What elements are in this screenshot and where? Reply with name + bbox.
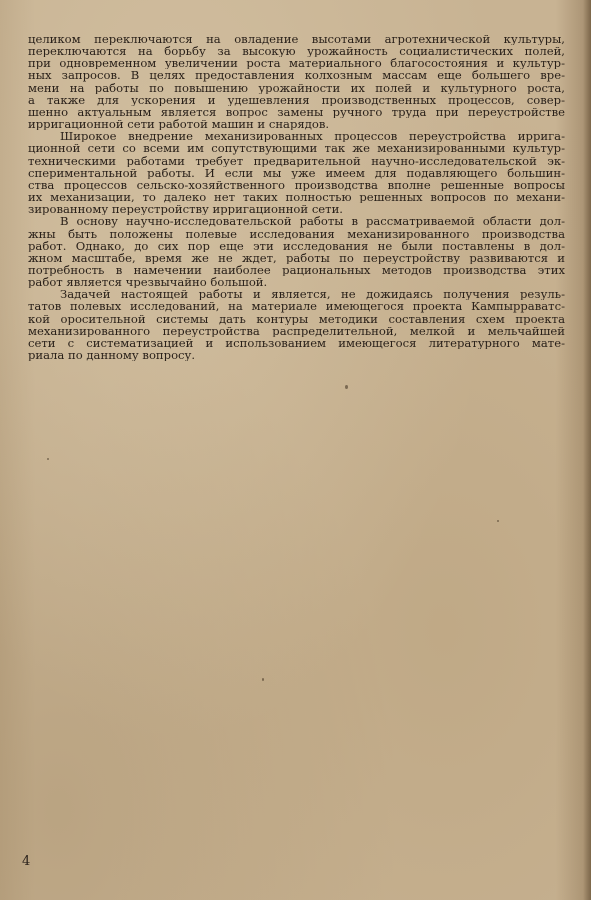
paper-speck bbox=[262, 678, 264, 681]
text-line: работ. Однако, до сих пор еще эти исследования не были поставлены в дол- bbox=[28, 239, 565, 252]
text-line: В основу научно-исследовательской работы в рассматриваемой области дол- bbox=[60, 215, 565, 228]
text-line: Широкое внедрение механизированных процессов переустройства ирригa- bbox=[60, 130, 565, 143]
text-line: жном масштабе, время же не ждет, работы по переустройству развиваются и bbox=[28, 251, 565, 264]
text-line: зированному переустройству ирригационной сети. bbox=[28, 203, 343, 216]
text-line: шенно актуальным является вопрос замены ручного труда при переустройстве bbox=[28, 105, 565, 119]
text-line: ирригационной сети работой машин и снарядов. bbox=[28, 118, 330, 131]
text-line: механизированного переустройства распределительной, мелкой и мельчайшей bbox=[28, 324, 565, 337]
text-line: Задачей настоящей работы и является, не дожидаясь получения резуль- bbox=[60, 288, 565, 301]
text-line: татов полевых исследований, на материале имеющегося проекта Кампырраватс- bbox=[28, 300, 565, 313]
text-line: работ является чрезвычайно большой. bbox=[28, 276, 268, 289]
text-line: техническими работами требует предварительной научно-исследовательской эк- bbox=[28, 154, 565, 167]
page-number: 4 bbox=[22, 854, 31, 869]
text-line: их механизации, то далеко нет таких полностью решенных вопросов по механи- bbox=[28, 191, 565, 204]
text-line: ционной сети со всеми им сопутствующими так же механизированными культур- bbox=[28, 142, 565, 155]
text-line: сети с систематизацией и использованием имеющегося литературного мате- bbox=[28, 336, 565, 350]
text-line: ства процессов сельско-хозяйственного производства вполне решенные вопросы bbox=[28, 178, 565, 192]
text-line: жны быть положены полевые исследования механизированного производства bbox=[28, 227, 565, 240]
text-line: а также для ускорения и удешевления производственных процессов, совер- bbox=[28, 93, 565, 106]
paper-speck bbox=[345, 385, 348, 389]
paragraph-4 bbox=[28, 288, 565, 361]
paper-speck bbox=[47, 458, 49, 460]
text-line: риала по данному вопросу. bbox=[28, 349, 196, 362]
text-line: при одновременном увеличении роста материального благосостояния и культур- bbox=[28, 57, 565, 70]
paragraph-1 bbox=[28, 33, 565, 130]
text-line: мени на работы по повышению урожайности их полей и культурного роста, bbox=[28, 81, 565, 94]
text-line: потребность в намечении наиболее рациональных методов производства этих bbox=[28, 263, 565, 277]
text-line: кой оросительной системы дать контуры методики составления схем проекта bbox=[28, 312, 565, 325]
paragraph-2 bbox=[28, 130, 565, 215]
paragraph-3 bbox=[28, 215, 565, 288]
body-text bbox=[28, 33, 565, 361]
paper-speck bbox=[497, 520, 499, 522]
text-line: целиком переключаются на овладение высотами агротехнической культуры, bbox=[28, 33, 565, 46]
page-edge-shadow bbox=[583, 0, 591, 900]
text-line: переключаются на борьбу за высокую урожайность социалистических полей, bbox=[28, 45, 565, 58]
text-line: спериментальной работы. И если мы уже имеем для подавляющего большин- bbox=[28, 166, 565, 179]
text-line: ных запросов. В целях предоставления колхозным массам еще большего вре- bbox=[28, 69, 565, 82]
